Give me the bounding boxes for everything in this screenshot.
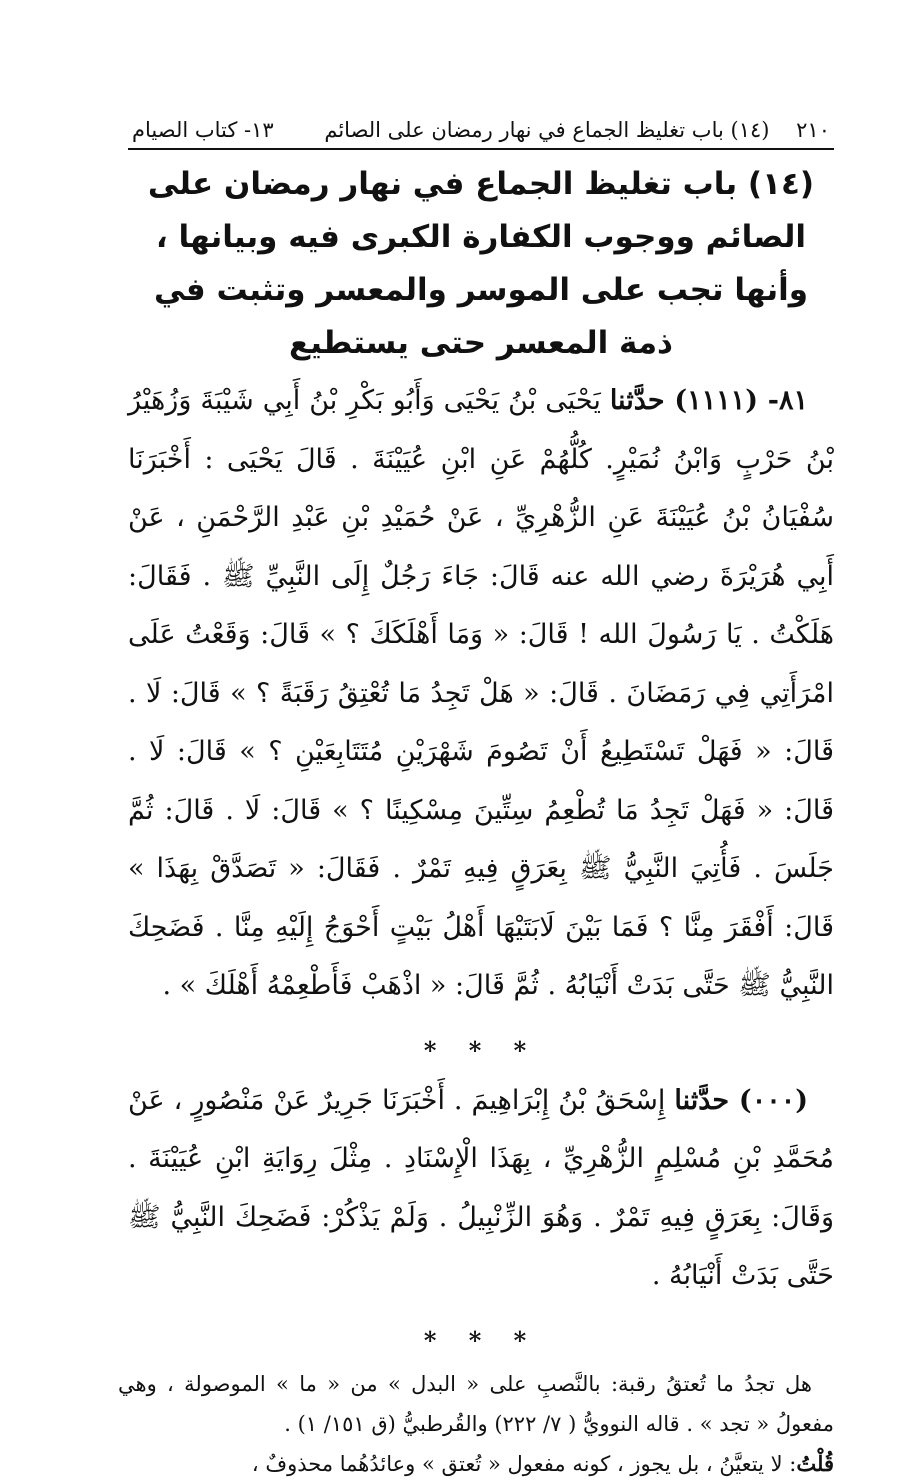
hadith-1-lead: ٨١- (١١١١) حدَّثنا xyxy=(609,385,808,416)
chapter-title: (١٤) باب تغليظ الجماع في نهار رمضان على الصائم ووجوب الكفارة الكبرى فيه وبيانها ، وأنها تجب على الموسر والمعسر وتثبت في ذمة المعسر حتى يستطيع xyxy=(147,166,815,361)
section-separator: * * * xyxy=(423,1035,539,1065)
hadith-2 xyxy=(128,1072,834,1306)
hadith-2-lead: (٠٠٠) حدَّثنا xyxy=(674,1084,808,1116)
hadith-2-paragraph xyxy=(128,1072,834,1306)
footnotes xyxy=(118,1364,834,1484)
hadith-1 xyxy=(128,372,834,1016)
footnote-qult-label: قُلْتُ xyxy=(796,1450,834,1476)
page-number: ٢١٠ xyxy=(796,118,830,142)
header-section-title: (١٤) باب تغليظ الجماع في نهار رمضان على الصائم xyxy=(324,118,770,142)
footnote-line-2 xyxy=(118,1444,834,1484)
hadith-1-text: يَحْيَى بْنُ يَحْيَى وَأَبُو بَكْرِ بْنُ أَبِي شَيْبَةَ وَزُهَيْرُ بْنُ حَرْبٍ وَابْنُ نُمَيْرٍ. كُلُّهُمْ عَنِ ابْنِ عُيَيْنَةَ . قَالَ يَحْيَى : أَخْبَرَنَا سُفْيَانُ بْنُ عُيَيْنَةَ عَنِ الزُّهْرِيِّ ، عَنْ حُمَيْدِ بْنِ عَبْدِ الرَّحْمَنِ ، عَنْ أَبِي هُرَيْرَةَ رضي الله عنه قَالَ: جَاءَ رَجُلٌ إِلَى النَّبِيِّ ﷺ . فَقَالَ: هَلَكْتُ . يَا رَسُولَ الله ! قَالَ: « وَمَا أَهْلَكَكَ ؟ » قَالَ: وَقَعْتُ عَلَى امْرَأَتِي فِي رَمَضَانَ . قَالَ: « هَلْ تَجِدُ مَا تُعْتِقُ رَقَبَةً ؟ » قَالَ: لَا . قَالَ: « فَهَلْ تَسْتَطِيعُ أَنْ تَصُومَ شَهْرَيْنِ مُتَتَابِعَيْنِ ؟ » قَالَ: لَا . قَالَ: « فَهَلْ تَجِدُ مَا تُطْعِمُ سِتِّينَ مِسْكِينًا ؟ » قَالَ: لَا . قَالَ: ثُمَّ جَلَسَ . فَأُتِيَ النَّبِيُّ ﷺ بِعَرَقٍ فِيهِ تَمْرٌ . فَقَالَ: « تَصَدَّقْ بِهَذَا » قَالَ: أَفْقَرَ مِنَّا ؟ فَمَا بَيْنَ لَابَتَيْهَا أَهْلُ بَيْتٍ أَحْوَجُ إِلَيْهِ مِنَّا . فَضَحِكَ النَّبِيُّ ﷺ حَتَّى بَدَتْ أَنْيَابُهُ . ثُمَّ قَالَ: « اذْهَبْ فَأَطْعِمْهُ أَهْلَكَ » . xyxy=(128,385,834,1001)
header-book-title: ١٣- كتاب الصيام xyxy=(132,118,274,142)
running-header xyxy=(128,118,834,150)
hadith-1-paragraph xyxy=(128,372,834,1016)
header-right xyxy=(324,118,830,142)
footnote-line-2-text: : لا يتعيَّنُ ، بل يجوز ، كونه مفعول « تُعتق » وعائدُهُما محذوفٌ ، xyxy=(251,1451,797,1476)
footnote-line-1: هل تجدُ ما تُعتقُ رقبة: بالنَّصبِ على « البدل » من « ما » الموصولة ، وهي مفعولُ « تجد » . قاله النوويُّ ( ٧/ ٢٢٢) والقُرطبيُّ (ق ١٥١/ ١) . xyxy=(118,1371,834,1436)
hadith-2-text: إِسْحَقُ بْنُ إِبْرَاهِيمَ . أَخْبَرَنَا جَرِيرٌ عَنْ مَنْصُورٍ ، عَنْ مُحَمَّدِ بْنِ مُسْلِمٍ الزُّهْرِيِّ ، بِهَذَا الْإِسْنَادِ . مِثْلَ رِوَايَةِ ابْنِ عُيَيْنَةَ . وَقَالَ: بِعَرَقٍ فِيهِ تَمْرٌ . وَهُوَ الزِّنْبِيلُ . وَلَمْ يَذْكُرْ: فَضَحِكَ النَّبِيُّ ﷺ حَتَّى بَدَتْ أَنْيَابُهُ . xyxy=(128,1084,834,1291)
footnote-separator: * * * xyxy=(423,1325,539,1355)
